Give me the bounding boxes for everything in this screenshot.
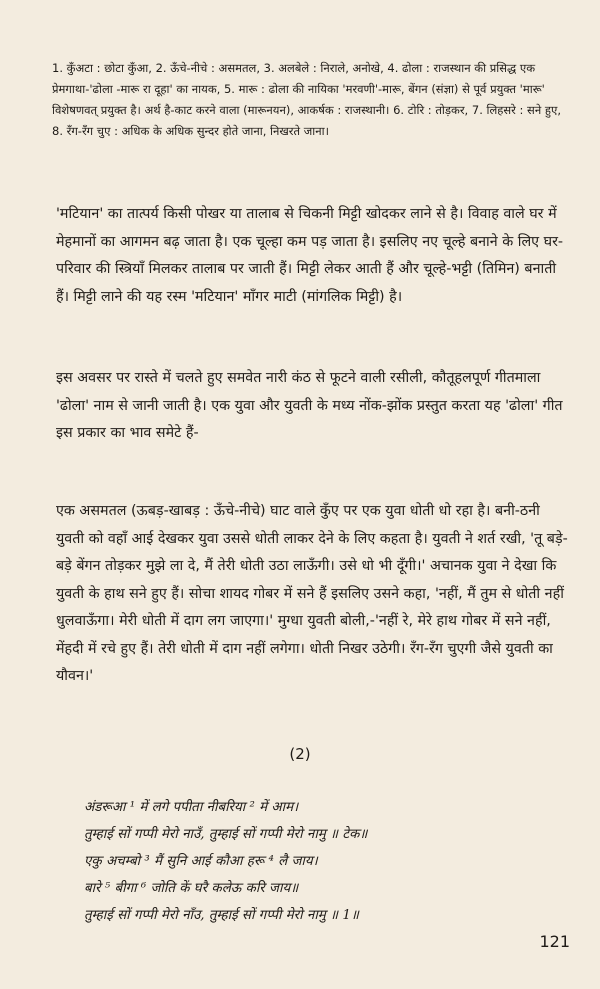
section-number: (2) <box>289 745 311 763</box>
song-line: अंडरूआ ¹ में लगे पपीता नीबरिया ² में आम। <box>84 800 299 815</box>
song-line: तुम्हाई सों गप्पी मेरो नाँउ, तुम्हाई सों गप्पी मेरो नामु ॥ 1॥ <box>84 908 359 923</box>
paragraph-matiyan: 'मटियान' का तात्पर्य किसी पोखर या तालाब से चिकनी मिट्टी खोदकर लाने से है। विवाह वाले घर में मेहमानों का आगमन बढ़ जाता है। एक चूल्हा कम पड़ जाता है। इसलिए नए चूल्हे बनाने के लिए घर-परिवार की स्त्रियाँ मिलकर तालाब पर जाती हैं। मिट्टी लेकर आती हैं और चूल्हे-भट्टी (तिमिन) बनाती हैं। मिट्टी लाने की यह रस्म 'मटियान' माँगर माटी (मांगलिक मिट्टी) है। <box>56 206 564 305</box>
page-number: 121 <box>539 932 570 951</box>
song-line: तुम्हाई सों गप्पी मेरो नाउँ, तुम्हाई सों गप्पी मेरो नामु ॥ टेक॥ <box>84 827 368 842</box>
paragraph-dhola-intro: इस अवसर पर रास्ते में चलते हुए समवेत नारी कंठ से फूटने वाली रसीली, कौतूहलपूर्ण गीतमाला 'ढोला' नाम से जानी जाती है। एक युवा और युवती के मध्य नोंक-झोंक प्रस्तुत करता यह 'ढोला' गीत इस प्रकार का भाव समेटे हैं- <box>56 370 563 441</box>
song-line: बारे ⁵ बीगा ⁶ जोति कें घरै कलेऊ करि जाय॥ <box>84 881 299 896</box>
paragraph-dhola-story: एक असमतल (ऊबड़-खाबड़ : ऊँचे-नीचे) घाट वाले कुँए पर एक युवा धोती धो रहा है। बनी-ठनी युवती को वहाँ आई देखकर युवा उससे धोती लाकर देने के लिए कहता है। युवती ने शर्त रखी, 'तू बड़े-बड़े बेंगन तोड़कर मुझे ला दे, मैं तेरी धोती उठा लाऊँगी। उसे धो भी दूँगी।' अचानक युवा ने देखा कि युवती के हाथ सने हुए हैं। सोचा शायद गोबर में सने हैं इसलिए उसने कहा, 'नहीं, मैं तुम से धोती नहीं धुलवाऊँगा। मेरी धोती में दाग लग जाएगा।' मुग्धा युवती बोली,-'नहीं रे, मेरे हाथ गोबर में सने नहीं, मेंहदी में रचे हुए हैं। तेरी धोती में दाग नहीं लगेगा। धोती निखर उठेगी। रँग-रँग चुएगी जैसे युवती का यौवन।' <box>56 503 568 684</box>
song-verse <box>84 794 554 929</box>
footnotes: 1. कुँअटा : छोटा कुँआ, 2. ऊँचे-नीचे : असमतल, 3. अलबेले : निराले, अनोखे, 4. ढोला : राजस्थान की प्रसिद्ध एक प्रेमगाथा-'ढोला -मारू रा दूहा' का नायक, 5. मारू : ढोला की नायिका 'मरवणी'-मारू, बेंगन (संज्ञा) से पूर्व प्रयुक्त 'मारू' विशेषणवत् प्रयुक्त है। अर्थ है-काट करने वाला (मारूनयन), आकर्षक : राजस्थानी। 6. टोरि : तोड़कर, 7. लिहसरे : सने हुए, 8. रँग-रँग चुए : अधिक के अधिक सुन्दर होते जाना, निखरते जाना। <box>52 61 561 138</box>
song-line: एकु अचम्बो ³ मैं सुनि आई कौआ हरू ⁴ लै जाय। <box>84 854 318 869</box>
